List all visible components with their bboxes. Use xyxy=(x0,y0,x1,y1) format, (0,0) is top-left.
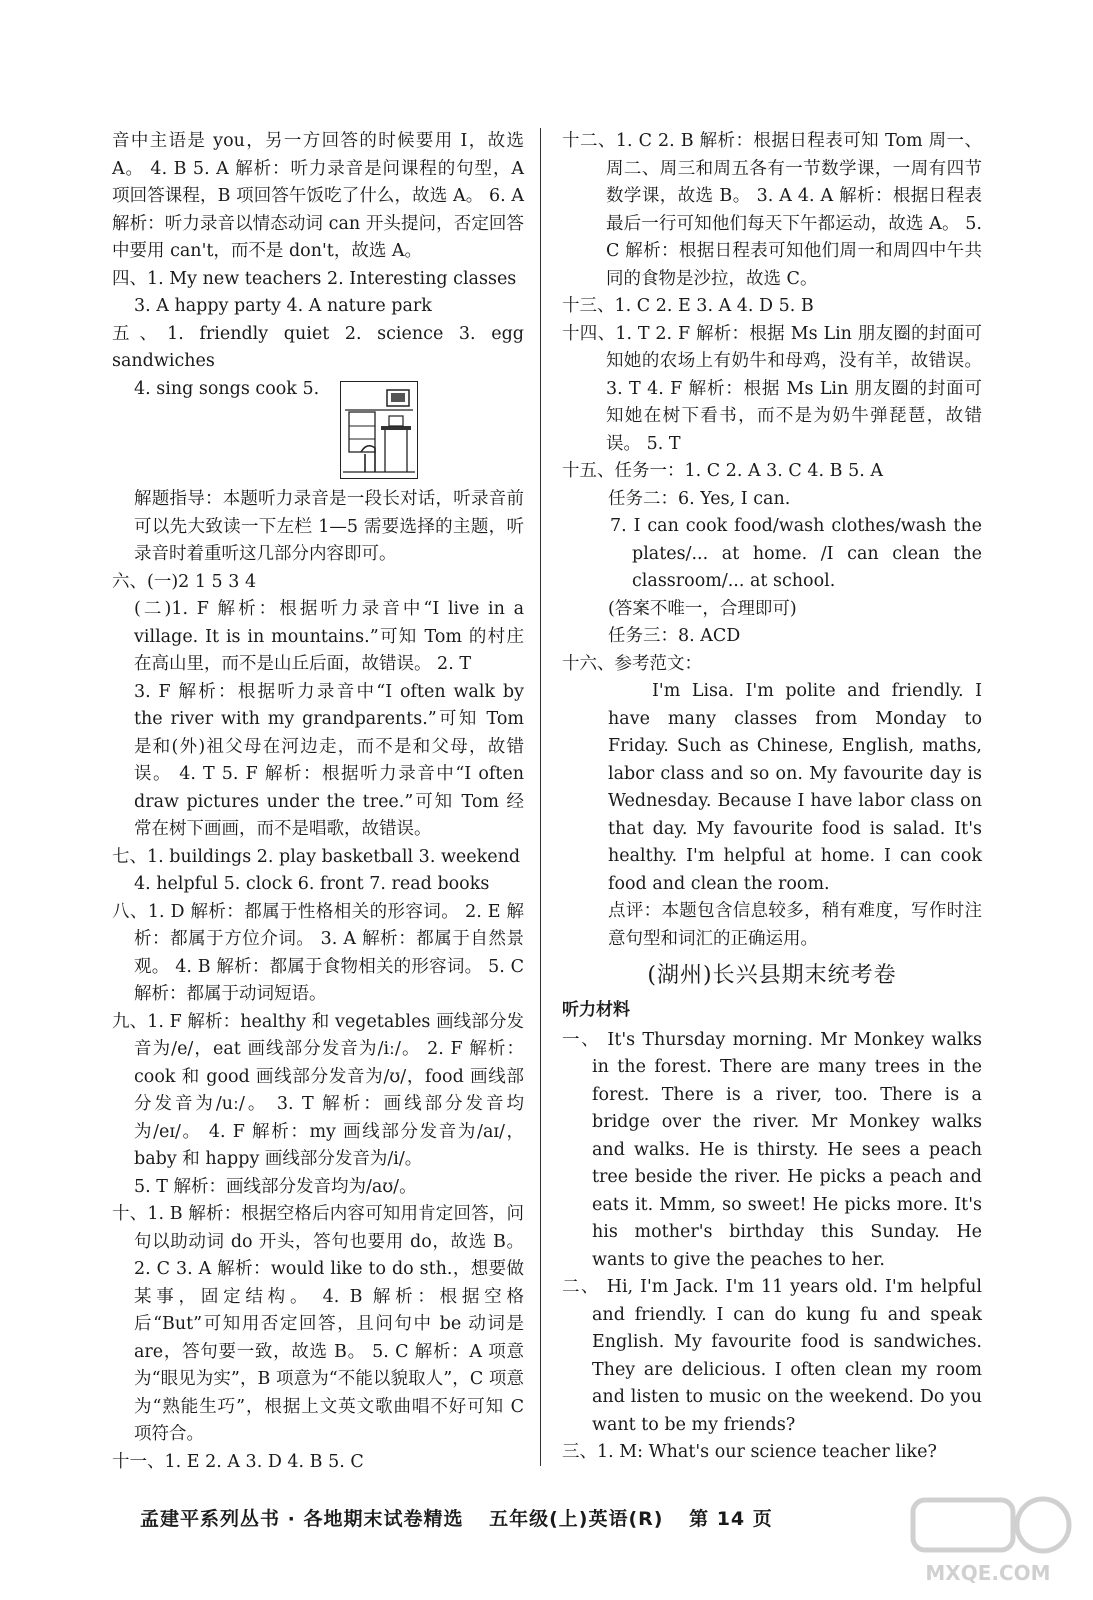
watermark-text: MXQE.COM xyxy=(925,1561,1051,1585)
column-divider xyxy=(540,128,541,1466)
series-name: 孟建平系列丛书 · 各地期末试卷精选 xyxy=(140,1508,464,1530)
answer-paragraph: 音中主语是 you，另一方回答的时候要用 I，故选 A。 4. B 5. A 解析：听力录音是问课程的句型，A 项回答课程，B 项回答午饭吃了什么，故选 A。 6. A 解析：听力录音以情态动词 can 开头提问，否定回答中要用 can't，而不是 don't，故选 A。 xyxy=(112,131,524,261)
answer-paragraph: 3. F 解析：根据听力录音中“I often walk by the river with my grandparents.”可知 Tom 是和(外)祖父母在河边走，而不是和父母，故错误。 4. T 5. F 解析：根据听力录音中“I often draw pictures under the tree.”可知 Tom 经常在树下画画，而不是唱歌，故错误。 xyxy=(134,681,524,839)
essay-paragraph: I'm Lisa. I'm polite and friendly. I have many classes from Monday to Friday. Such as Chinese, English, maths, labor class and so on. My favourite day is Wednesday. Because I have labor class on that day. My favourite food is salad. It's healthy. I'm helpful at home. I can cook food and clean the room. xyxy=(608,681,982,894)
watermark-logo xyxy=(903,1470,1073,1590)
answer-line: 4. helpful 5. clock 6. front 7. read books xyxy=(134,874,490,894)
answer-line: 3. A happy party 4. A nature park xyxy=(134,296,432,316)
answer-line: (答案不唯一，合理即可) xyxy=(608,598,797,619)
room-sketch-image xyxy=(340,381,418,479)
figure-space xyxy=(112,403,524,486)
right-column xyxy=(562,128,982,1467)
answer-line: 六、(一)2 1 5 3 4 xyxy=(112,571,257,592)
answer-line: 十六、参考范文： xyxy=(562,653,702,674)
page-footer xyxy=(140,1504,940,1531)
listening-paragraph: 一、 It's Thursday morning. Mr Monkey walks in the forest. There are many trees in the forest. There is a river, too. There is a bridge over the river. Mr Monkey walks and walks. He is thirsty. He sees a peach tree beside the river. He picks a peach and eats it. Mmm, so sweet! He picks more. It's his mother's birthday this Sunday. He wants to give the peaches to her. xyxy=(562,1029,982,1270)
answer-paragraph: 十四、1. T 2. F 解析：根据 Ms Lin 朋友圈的封面可知她的农场上有奶牛和母鸡，没有羊，故错误。 3. T 4. F 解析：根据 Ms Lin 朋友圈的封面可知她在树下看书，而不是为奶牛弹琵琶，故错误。 5. T xyxy=(562,323,982,454)
answer-line: 十一、1. E 2. A 3. D 4. B 5. C xyxy=(112,1451,364,1472)
answer-paragraph: 八、1. D 解析：都属于性格相关的形容词。 2. E 解析：都属于方位介词。 3. A 解析：都属于自然景观。 4. B 解析：都属于食物相关的形容词。 5. C 解析：都属于动词短语。 xyxy=(112,901,524,1004)
answer-line: 4. sing songs cook 5. xyxy=(134,378,320,399)
answer-paragraph: 7. I can cook food/wash clothes/wash the plates/... at home. /I can clean the classroom/... at school. xyxy=(610,516,982,591)
answer-line: 十三、1. C 2. E 3. A 4. D 5. B xyxy=(562,296,814,316)
comment-paragraph: 点评：本题包含信息较多，稍有难度，写作时注意句型和词汇的正确运用。 xyxy=(608,901,982,949)
answer-line: 十五、任务一：1. C 2. A 3. C 4. B 5. A xyxy=(562,461,883,481)
answer-line: 四、1. My new teachers 2. Interesting classes xyxy=(112,268,517,289)
answer-paragraph: 解题指导：本题听力录音是一段长对话，听录音前可以先大致读一下左栏 1—5 需要选择的主题，听录音时着重听这几部分内容即可。 xyxy=(134,489,524,564)
answer-paragraph: 九、1. F 解析：healthy 和 vegetables 画线部分发音为/e/，eat 画线部分发音为/iː/。 2. F 解析：cook 和 good 画线部分发音为/ʊ/，food 画线部分发音为/uː/。 3. T 解析：画线部分发音均为/eɪ/。 4. F 解析：my 画线部分发音为/aɪ/，baby 和 happy 画线部分发音为/i/。 xyxy=(112,1011,524,1169)
grade-subject: 五年级(上)英语(R) xyxy=(489,1508,664,1530)
answer-line: 五、1. friendly quiet 2. science 3. egg sandwiches xyxy=(112,323,524,371)
left-column xyxy=(112,128,524,1476)
answer-paragraph: 十、1. B 解析：根据空格后内容可知用肯定回答，问句以助动词 do 开头，答句也要用 do，故选 B。 2. C 3. A 解析：would like to do sth.，想要做某事，固定结构。 4. B 解析：根据空格后“But”可知用否定回答，且问句中 be 动词是 are，答句要一致，故选 B。 5. C 解析：A 项意为“眼见为实”，B 项意为“不能以貌取人”，C 项意为“熟能生巧”，根据上文英文歌曲唱不好可知 C 项符合。 xyxy=(112,1204,524,1444)
listening-paragraph: 二、 Hi, I'm Jack. I'm 11 years old. I'm helpful and friendly. I can do kung fu and speak English. My favourite food is sandwiches. They are delicious. I often clean my room and listen to music on the weekend. Do you want to be my friends? xyxy=(562,1277,982,1435)
listening-line: 三、1. M: What's our science teacher like? xyxy=(562,1442,937,1462)
answer-line: 任务三：8. ACD xyxy=(608,626,741,646)
answer-line: 任务二：6. Yes, I can. xyxy=(608,488,791,509)
answer-paragraph: (二)1. F 解析：根据听力录音中“I live in a village. It is in mountains.”可知 Tom 的村庄在高山里，而不是山丘后面，故错误。 2. T xyxy=(134,599,524,674)
answer-line: 七、1. buildings 2. play basketball 3. weekend xyxy=(112,846,521,867)
listening-material-heading: 听力材料 xyxy=(562,1000,630,1020)
answer-line: 5. T 解析：画线部分发音均为/aʊ/。 xyxy=(134,1176,417,1197)
exam-section-title: (湖州)长兴县期末统考卷 xyxy=(647,963,897,988)
answer-paragraph: 十二、1. C 2. B 解析：根据日程表可知 Tom 周一、周二、周三和周五各有一节数学课，一周有四节数学课，故选 B。 3. A 4. A 解析：根据日程表最后一行可知他们每天下午都运动，故选 A。 5. C 解析：根据日程表可知他们周一和周四中午共同的食物是沙拉，故选 C。 xyxy=(562,131,982,289)
page-number: 第 14 页 xyxy=(689,1508,773,1530)
